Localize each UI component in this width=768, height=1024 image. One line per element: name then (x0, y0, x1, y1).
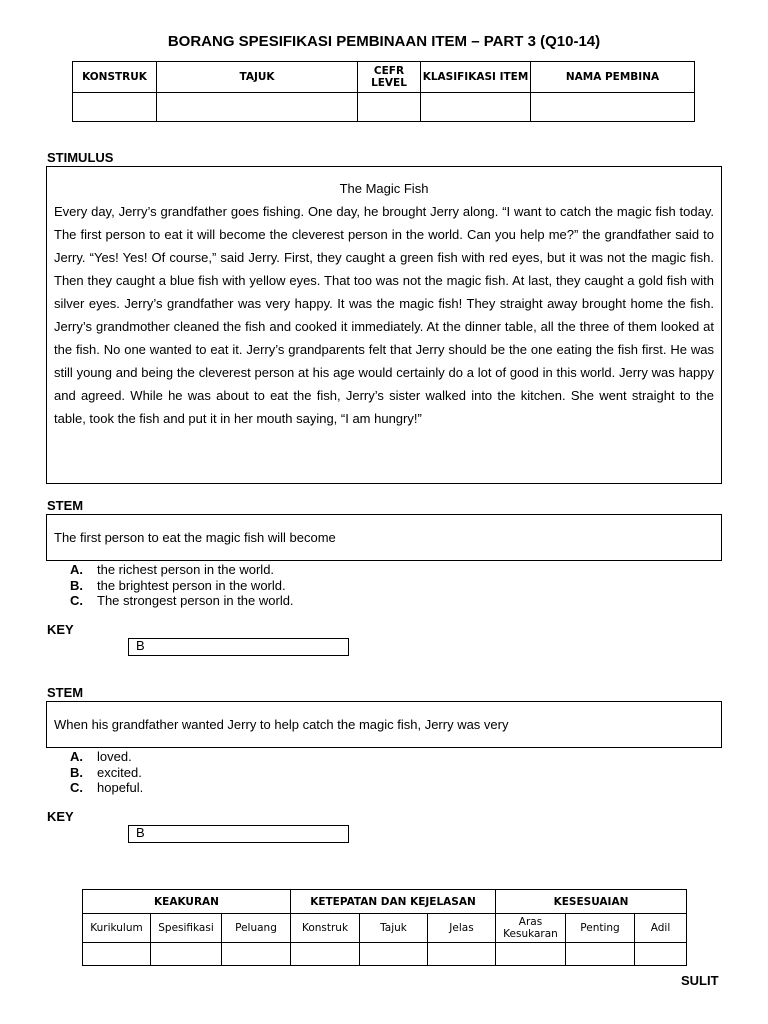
konstruk-cell[interactable] (73, 93, 157, 122)
option-letter: A. (70, 749, 83, 764)
option-text: the richest person in the world. (97, 562, 275, 577)
option-letter: C. (70, 593, 83, 608)
col-kurikulum: Kurikulum (83, 914, 151, 943)
group-keakuran: KEAKURAN (83, 890, 291, 914)
stem-label-2: STEM (47, 685, 84, 700)
key-answer-box-1[interactable]: B (128, 638, 349, 656)
option-letter: C. (70, 780, 83, 795)
stem-box-2 (46, 701, 722, 748)
option-letter: A. (70, 562, 83, 577)
key-answer-box-2[interactable]: B (128, 825, 349, 843)
option-c-2 (70, 780, 143, 796)
option-a-1 (70, 562, 294, 578)
header-cefr-line2: LEVEL (371, 77, 407, 89)
header-cefr-line1: CEFR (373, 65, 405, 77)
stimulus-text: Every day, Jerry’s grandfather goes fishing. One day, he brought Jerry along. “I want to catch the magic fish today. The first person to eat it will become the cleverest person in the world. Can you help me?” the grandfather said to Jerry. “Yes! Yes! Of course,” said Jerry. First, they caught a green fish with red eyes, but it was not the magic fish. Then they caught a blue fish with yellow eyes. That too was not the magic fish. At last, they caught a gold fish with silver eyes. Jerry’s grandfather was very happy. It was the magic fish! They straight away brought home the fish. Jerry’s grandmother cleaned the fish and cooked it immediately. At the dinner table, all the three of them looked at the fish. No one wanted to eat it. Jerry’s grandparents felt that Jerry should be the one eating the fish first. He was still young and being the cleverest person at his age would certainly do a lot of good in this world. Jerry was happy and agreed. While he was about to eat the fish, Jerry’s sister walked into the kitchen. She went straight to the table, took the fish and put it in her mouth saying, “I am hungry!” (54, 204, 714, 426)
review-cell-aras-kesukaran[interactable] (496, 943, 566, 966)
option-text: loved. (97, 749, 132, 764)
review-cell-kurikulum[interactable] (83, 943, 151, 966)
klasifikasi-item-cell[interactable] (421, 93, 531, 122)
review-cell-penting[interactable] (566, 943, 635, 966)
option-text: hopeful. (97, 780, 144, 795)
tajuk-cell[interactable] (157, 93, 358, 122)
header-tajuk: TAJUK (157, 62, 358, 93)
option-text: The strongest person in the world. (97, 593, 294, 608)
option-letter: B. (70, 577, 83, 593)
col-tajuk: Tajuk (360, 914, 428, 943)
options-list-2 (70, 749, 143, 796)
review-cell-tajuk[interactable] (360, 943, 428, 966)
col-adil: Adil (635, 914, 687, 943)
option-letter: B. (70, 764, 83, 780)
stimulus-box (46, 166, 722, 484)
header-konstruk: KONSTRUK (73, 62, 157, 93)
col-konstruk: Konstruk (291, 914, 360, 943)
review-cell-konstruk[interactable] (291, 943, 360, 966)
review-cell-jelas[interactable] (428, 943, 496, 966)
col-penting: Penting (566, 914, 635, 943)
stimulus-label: STIMULUS (47, 150, 114, 165)
stem-box-1 (46, 514, 722, 561)
col-peluang: Peluang (222, 914, 291, 943)
option-b-2 (70, 765, 143, 781)
options-list-1 (70, 562, 294, 609)
form-title: BORANG SPESIFIKASI PEMBINAAN ITEM – PART 3 (Q10-14) (167, 33, 601, 50)
option-a-2 (70, 749, 143, 765)
option-c-1 (70, 593, 294, 609)
header-klasifikasi-item: KLASIFIKASI ITEM (421, 62, 531, 93)
review-cell-spesifikasi[interactable] (151, 943, 222, 966)
header-nama-pembina: NAMA PEMBINA (531, 62, 695, 93)
cefr-level-cell[interactable] (358, 93, 421, 122)
col-aras-kesukaran (496, 914, 566, 943)
option-text: the brightest person in the world. (97, 577, 286, 593)
review-cell-peluang[interactable] (222, 943, 291, 966)
sulit-label: SULIT (681, 973, 719, 988)
stimulus-title: The Magic Fish (339, 181, 429, 196)
stem-label-1: STEM (47, 498, 84, 513)
key-label-2: KEY (47, 809, 74, 824)
col-aras-line1: Aras (518, 916, 543, 928)
group-kesesuaian: KESESUAIAN (496, 890, 687, 914)
col-aras-line2: Kesukaran (503, 928, 558, 940)
header-table (72, 61, 695, 122)
review-cell-adil[interactable] (635, 943, 687, 966)
option-b-1 (70, 578, 294, 594)
col-jelas: Jelas (428, 914, 496, 943)
key-label-1: KEY (47, 622, 74, 637)
stem-text-1: The first person to eat the magic fish will become (54, 529, 336, 545)
stem-text-2: When his grandfather wanted Jerry to help catch the magic fish, Jerry was very (54, 716, 509, 732)
header-cefr-level (358, 62, 421, 93)
col-spesifikasi: Spesifikasi (151, 914, 222, 943)
review-table (82, 889, 687, 966)
group-ketepatan-dan-kejelasan: KETEPATAN DAN KEJELASAN (291, 890, 496, 914)
nama-pembina-cell[interactable] (531, 93, 695, 122)
option-text: excited. (97, 764, 142, 780)
